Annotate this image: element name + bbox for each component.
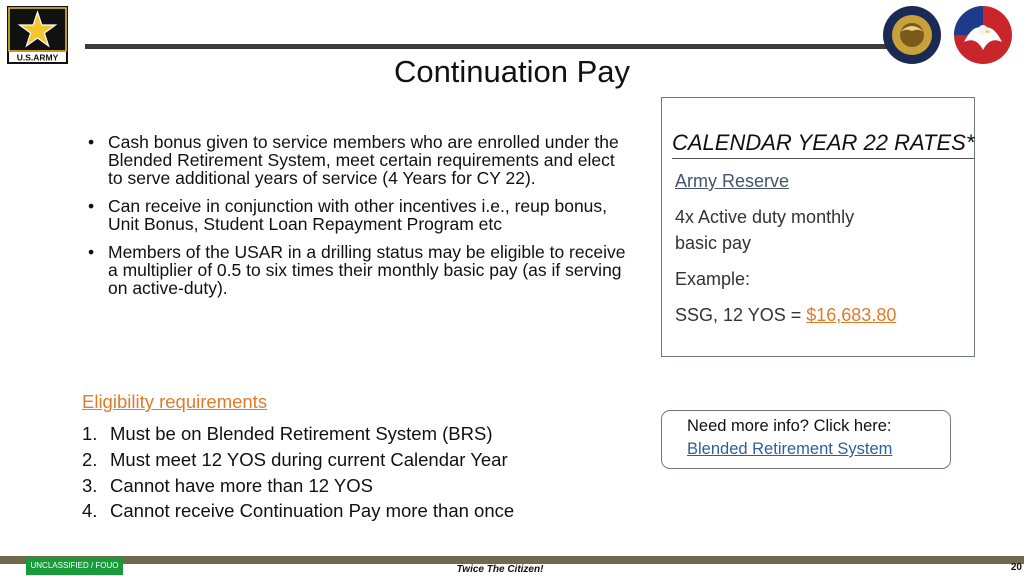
bullet-text: Can receive in conjunction with other incentives i.e., reup bonus, Unit Bonus, Student Loan Repayment Program etc (108, 196, 608, 234)
page-number: 20 (1010, 562, 1022, 573)
bullet-text: Members of the USAR in a drilling status may be eligible to receive a multiplier of 0.5 to six times their monthly basic pay (as if serving on active-duty). (108, 242, 626, 298)
example-label: Example: (675, 269, 751, 289)
footer-rule (0, 556, 1024, 564)
list-item (88, 197, 633, 233)
multiplier-line-1: 4x Active duty monthly (675, 207, 855, 227)
brs-link[interactable]: Blended Retirement System (687, 440, 893, 458)
footer-tagline: Twice The Citizen! (456, 564, 544, 575)
example-amount-link[interactable]: $16,683.80 (806, 305, 897, 325)
bullet-list (88, 133, 633, 307)
logo-text: U.S.ARMY (16, 52, 59, 63)
info-prompt: Need more info? Click here: (687, 417, 892, 435)
example-prefix: SSG, 12 YOS = (675, 305, 807, 325)
page-title: Continuation Pay (393, 54, 631, 89)
bullet-icon: • (88, 132, 95, 152)
list-item: 1. Must be on Blended Retirement System (BRS) (82, 423, 493, 444)
rates-title: CALENDAR YEAR 22 RATES* (672, 130, 974, 159)
list-item (88, 243, 633, 297)
list-item: 2. Must meet 12 YOS during current Calendar Year (82, 448, 508, 470)
list-item (88, 133, 633, 187)
classification-badge: UNCLASSIFIED / FOUO (26, 557, 123, 575)
eligibility-link[interactable]: Eligibility requirements (82, 391, 268, 412)
bullet-text: Cash bonus given to service members who are enrolled under the Blended Retirement System, meet certain requirements and elect to serve additional years of service (4 Years for CY 22). (108, 132, 619, 188)
multiplier-line-2: basic pay (675, 233, 752, 253)
bullet-icon: • (88, 242, 95, 262)
eligibility-list (82, 423, 514, 526)
list-item: 3. Cannot have more than 12 YOS (82, 474, 373, 496)
list-item: 4. Cannot receive Continuation Pay more than once (82, 500, 515, 522)
info-panel (661, 410, 951, 469)
army-reserve-link[interactable]: Army Reserve (675, 171, 790, 191)
rates-panel (661, 97, 975, 357)
top-rule (85, 44, 915, 49)
bullet-icon: • (88, 196, 95, 216)
